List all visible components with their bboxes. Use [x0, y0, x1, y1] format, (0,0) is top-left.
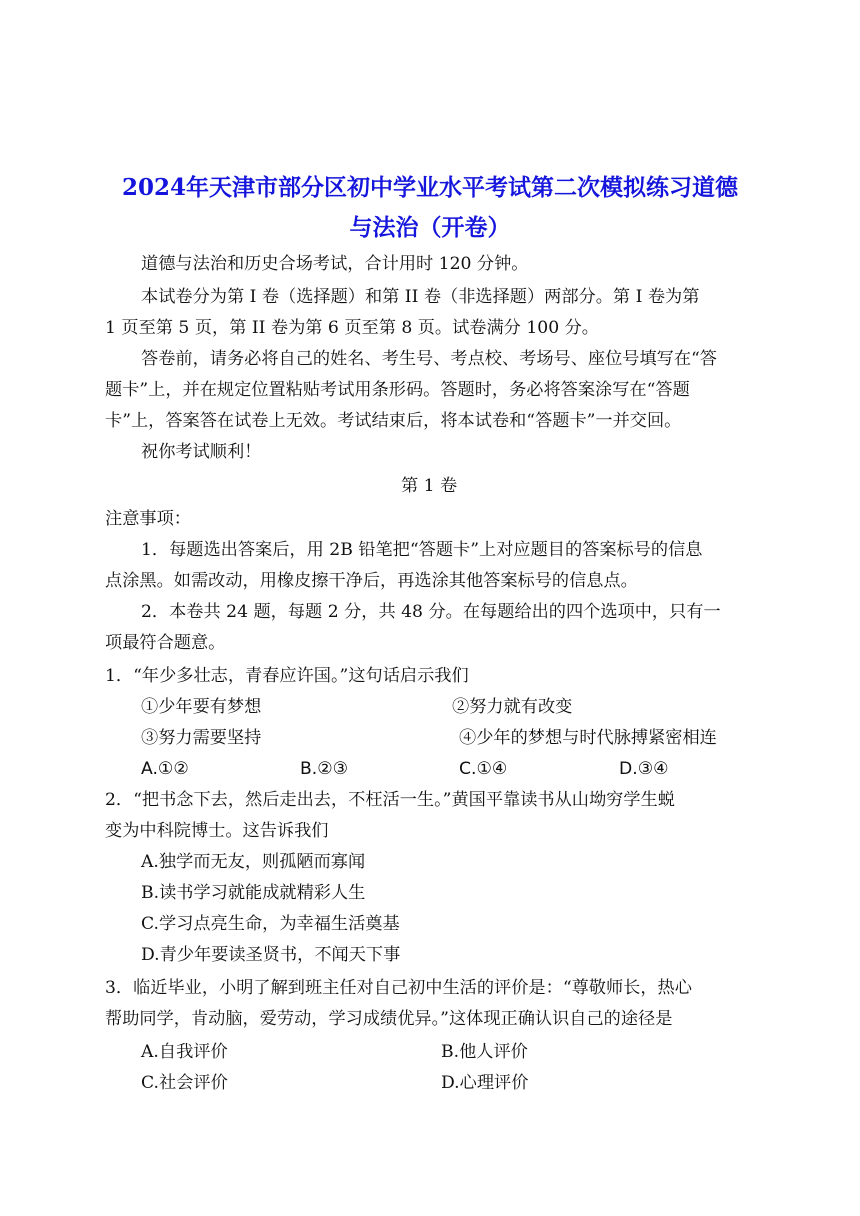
intro-paragraph-2-line1: 本试卷分为第 I 卷（选择题）和第 II 卷（非选择题）两部分。第 I 卷为第	[141, 287, 700, 307]
intro-paragraph-3-line2: 题卡”上，并在规定位置粘贴考试用条形码。答题时，务必将答案涂写在“答题	[105, 380, 690, 400]
page-title-line1: 2024年天津市部分区初中学业水平考试第二次模拟练习道德	[121, 174, 738, 201]
question-2-stem-line1: 2．“把书念下去，然后走出去，不枉活一生。”黄国平靠读书从山坳穷学生蜕	[105, 790, 675, 810]
notice-label: 注意事项：	[105, 509, 191, 529]
section-heading: 第 1 卷	[401, 476, 458, 496]
question-3-option-d[interactable]: D.心理评价	[441, 1073, 529, 1093]
question-2-option-c[interactable]: C.学习点亮生命，为幸福生活奠基	[141, 914, 400, 934]
question-3-option-a[interactable]: A.自我评价	[141, 1042, 228, 1062]
question-1-stem: 1．“年少多壮志，青春应许国。”这句话启示我们	[105, 666, 469, 686]
question-2-option-b[interactable]: B.读书学习就能成就精彩人生	[141, 883, 366, 903]
question-3-stem-line1: 3．临近毕业，小明了解到班主任对自己初中生活的评价是：“尊敬师长，热心	[105, 978, 692, 998]
notice-1-line1: 1．每题选出答案后，用 2B 铅笔把“答题卡”上对应题目的答案标号的信息	[141, 540, 703, 560]
question-1-option-b[interactable]: B.②③	[300, 759, 349, 779]
question-2-option-a[interactable]: A.独学而无友，则孤陋而寡闻	[141, 852, 366, 872]
question-1-statement-1: ①少年要有梦想	[141, 697, 262, 717]
question-3-stem-line2: 帮助同学，肯动脑，爱劳动，学习成绩优异。”这体现正确认识自己的途径是	[105, 1009, 673, 1029]
intro-paragraph-4: 祝你考试顺利！	[141, 442, 262, 462]
intro-paragraph-3-line1: 答卷前，请务必将自己的姓名、考生号、考点校、考场号、座位号填写在“答	[141, 349, 717, 369]
question-1-statement-2: ②努力就有改变	[452, 697, 573, 717]
question-1-statement-4: ④少年的梦想与时代脉搏紧密相连	[459, 728, 717, 748]
question-1-option-d[interactable]: D.③④	[619, 759, 669, 779]
question-3-option-b[interactable]: B.他人评价	[441, 1042, 528, 1062]
question-2-option-d[interactable]: D.青少年要读圣贤书，不闻天下事	[141, 945, 401, 965]
intro-paragraph-2-line2: 1 页至第 5 页，第 II 卷为第 6 页至第 8 页。试卷满分 100 分。	[105, 318, 599, 338]
intro-paragraph-3-line3: 卡”上，答案答在试卷上无效。考试结束后，将本试卷和“答题卡”一并交回。	[105, 411, 682, 431]
intro-paragraph-1: 道德与法治和历史合场考试，合计用时 120 分钟。	[141, 254, 529, 274]
question-3-option-c[interactable]: C.社会评价	[141, 1073, 228, 1093]
notice-2-line1: 2．本卷共 24 题，每题 2 分，共 48 分。在每题给出的四个选项中，只有一	[141, 602, 721, 622]
notice-2-line2: 项最符合题意。	[105, 633, 226, 653]
question-1-option-a[interactable]: A.①②	[141, 759, 189, 779]
notice-1-line2: 点涂黑。如需改动，用橡皮擦干净后，再选涂其他答案标号的信息点。	[105, 571, 638, 591]
question-1-option-c[interactable]: C.①④	[459, 759, 508, 779]
page-title-line2: 与法治（开卷）	[349, 214, 511, 241]
question-1-statement-3: ③努力需要坚持	[141, 728, 262, 748]
question-2-stem-line2: 变为中科院博士。这告诉我们	[105, 821, 329, 841]
